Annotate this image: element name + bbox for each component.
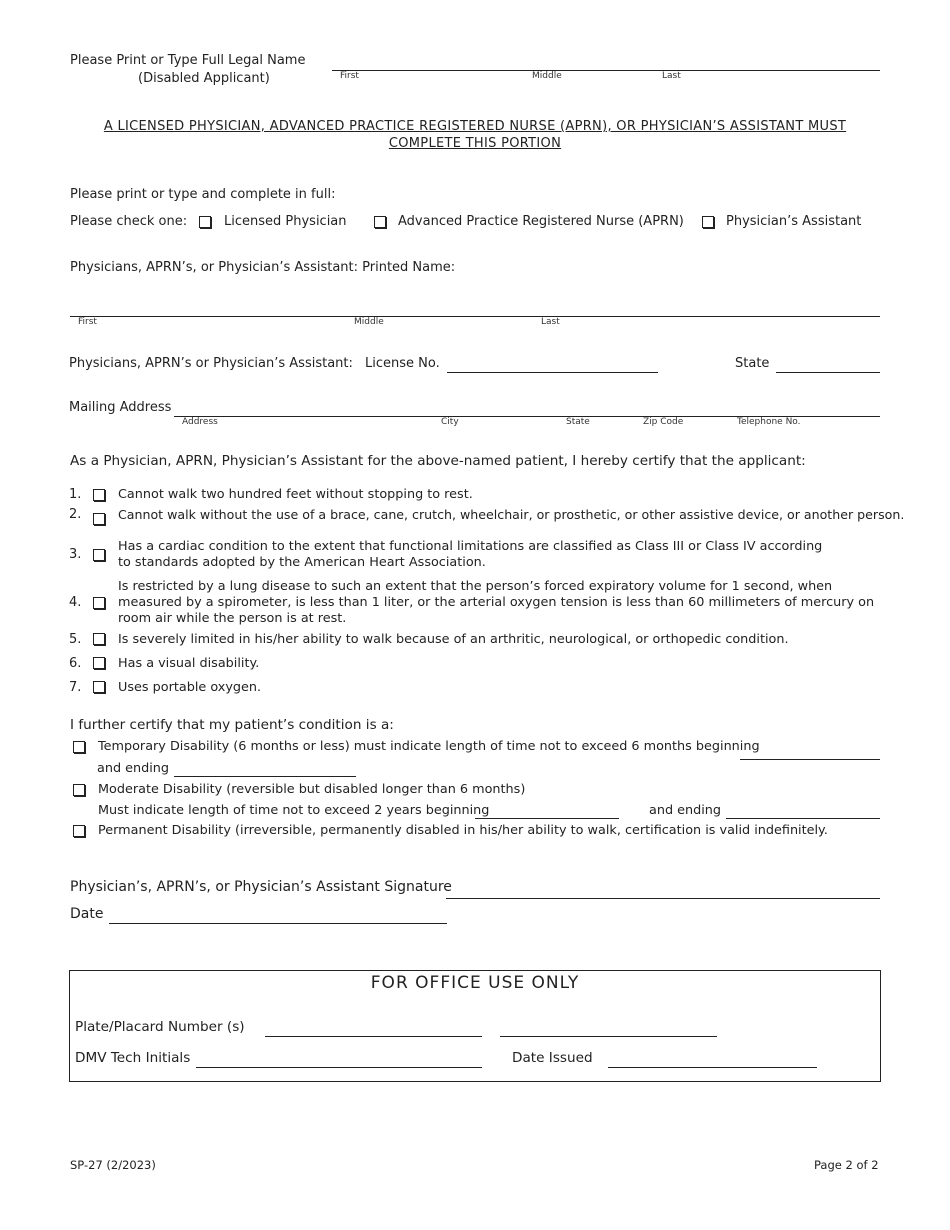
provider-name-field[interactable] — [70, 316, 880, 317]
item-6-checkbox[interactable] — [93, 657, 105, 669]
licensed-physician-label: Licensed Physician — [224, 214, 347, 229]
provider-last-caption: Last — [541, 317, 560, 327]
section-heading-line1: A LICENSED PHYSICIAN, ADVANCED PRACTICE REGISTERED NURSE (APRN), OR PHYSICIAN’S ASSISTANT MUST — [103, 119, 847, 134]
applicant-name-label: Please Print or Type Full Legal Name — [70, 53, 306, 68]
temporary-beginning-field[interactable] — [740, 759, 880, 760]
applicant-first-caption: First — [340, 71, 359, 81]
item-3-text: Has a cardiac condition to the extent that functional limitations are classified as Class III or Class IV according to standards adopted by the American Heart Association. — [118, 539, 823, 570]
item-number: 7. — [69, 680, 82, 695]
item-1-checkbox[interactable] — [93, 489, 105, 501]
plate-number-field-1[interactable] — [265, 1036, 482, 1037]
aprn-checkbox[interactable] — [374, 216, 386, 228]
provider-middle-caption: Middle — [354, 317, 384, 327]
office-use-box — [69, 970, 881, 1082]
moderate-instruction: Must indicate length of time not to exceed 2 years beginning — [98, 803, 490, 818]
moderate-and-ending-label: and ending — [649, 803, 722, 818]
license-prefix-label: Physicians, APRN’s or Physician’s Assistant: — [69, 356, 353, 371]
item-3-checkbox[interactable] — [93, 549, 105, 561]
item-number: 3. — [69, 547, 82, 562]
item-6-text: Has a visual disability. — [118, 656, 260, 671]
permanent-disability-label: Permanent Disability (irreversible, permanently disabled in his/her ability to walk, certification is valid indefinitely. — [98, 823, 828, 838]
moderate-ending-field[interactable] — [726, 818, 880, 819]
applicant-name-sublabel: (Disabled Applicant) — [138, 71, 270, 86]
office-use-title: FOR OFFICE USE ONLY — [370, 973, 580, 993]
item-5-text: Is severely limited in his/her ability to walk because of an arthritic, neurological, or orthopedic condition. — [118, 632, 789, 647]
item-4-text: Is restricted by a lung disease to such an extent that the person’s forced expiratory volume for 1 second, when measured by a spirometer, is less than 1 liter, or the arterial oxygen tension is less than 60 millimeters of mercury on room air while the person is at rest. — [118, 579, 875, 626]
license-field[interactable] — [447, 372, 658, 373]
license-state-label: State — [735, 356, 770, 371]
moderate-disability-label: Moderate Disability (reversible but disabled longer than 6 months) — [98, 782, 526, 797]
moderate-beginning-field[interactable] — [475, 818, 619, 819]
item-number: 4. — [69, 595, 82, 610]
date-issued-field[interactable] — [608, 1067, 817, 1068]
signature-date-label: Date — [70, 906, 104, 922]
city-caption: City — [441, 417, 459, 427]
telephone-caption: Telephone No. — [737, 417, 801, 427]
check-one-label: Please check one: — [70, 214, 188, 229]
item-2-text: Cannot walk without the use of a brace, cane, crutch, wheelchair, or prosthetic, or other assistive device, or another person. — [118, 507, 905, 522]
zip-caption: Zip Code — [643, 417, 684, 427]
applicant-last-caption: Last — [662, 71, 681, 81]
item-7-text: Uses portable oxygen. — [118, 680, 262, 695]
section-heading-line2: COMPLETE THIS PORTION — [388, 136, 562, 151]
signature-field[interactable] — [446, 898, 880, 899]
address-caption: Address — [182, 417, 218, 427]
item-number: 6. — [69, 656, 82, 671]
provider-printed-name-label: Physicians, APRN’s, or Physician’s Assistant: Printed Name: — [70, 260, 456, 275]
physician-assistant-checkbox[interactable] — [702, 216, 714, 228]
temporary-disability-checkbox[interactable] — [73, 741, 85, 753]
aprn-label: Advanced Practice Registered Nurse (APRN) — [398, 214, 684, 229]
signature-label: Physician’s, APRN’s, or Physician’s Assistant Signature — [70, 879, 452, 895]
tech-initials-label: DMV Tech Initials — [75, 1050, 191, 1066]
item-4-checkbox[interactable] — [93, 597, 105, 609]
state-caption: State — [566, 417, 590, 427]
item-number: 1. — [69, 487, 82, 502]
license-state-field[interactable] — [776, 372, 880, 373]
item-number: 2. — [69, 507, 82, 522]
item-number: 5. — [69, 632, 82, 647]
provider-first-caption: First — [78, 317, 97, 327]
section-heading — [80, 118, 870, 152]
item-7-checkbox[interactable] — [93, 681, 105, 693]
plate-number-label: Plate/Placard Number (s) — [75, 1019, 245, 1035]
physician-assistant-label: Physician’s Assistant — [726, 214, 862, 229]
date-issued-label: Date Issued — [512, 1050, 593, 1066]
applicant-name-field[interactable] — [332, 70, 880, 71]
plate-number-field-2[interactable] — [500, 1036, 717, 1037]
moderate-disability-checkbox[interactable] — [73, 784, 85, 796]
license-label: License No. — [365, 356, 440, 371]
temporary-and-ending-label: and ending — [97, 761, 170, 776]
page-number: Page 2 of 2 — [814, 1158, 879, 1172]
permanent-disability-checkbox[interactable] — [73, 825, 85, 837]
tech-initials-field[interactable] — [196, 1067, 482, 1068]
item-2-checkbox[interactable] — [93, 513, 105, 525]
condition-intro: I further certify that my patient’s condition is a: — [70, 717, 394, 733]
temporary-disability-label: Temporary Disability (6 months or less) must indicate length of time not to exceed 6 months beginning — [98, 739, 760, 754]
applicant-middle-caption: Middle — [532, 71, 562, 81]
temporary-ending-field[interactable] — [174, 776, 356, 777]
item-5-checkbox[interactable] — [93, 633, 105, 645]
certify-intro: As a Physician, APRN, Physician’s Assistant for the above-named patient, I hereby certify that the applicant: — [70, 453, 806, 469]
print-instruction: Please print or type and complete in full: — [70, 187, 336, 202]
licensed-physician-checkbox[interactable] — [199, 216, 211, 228]
form-id: SP-27 (2/2023) — [70, 1158, 156, 1172]
mailing-address-label: Mailing Address — [69, 400, 172, 415]
signature-date-field[interactable] — [109, 923, 447, 924]
item-1-text: Cannot walk two hundred feet without stopping to rest. — [118, 487, 473, 502]
